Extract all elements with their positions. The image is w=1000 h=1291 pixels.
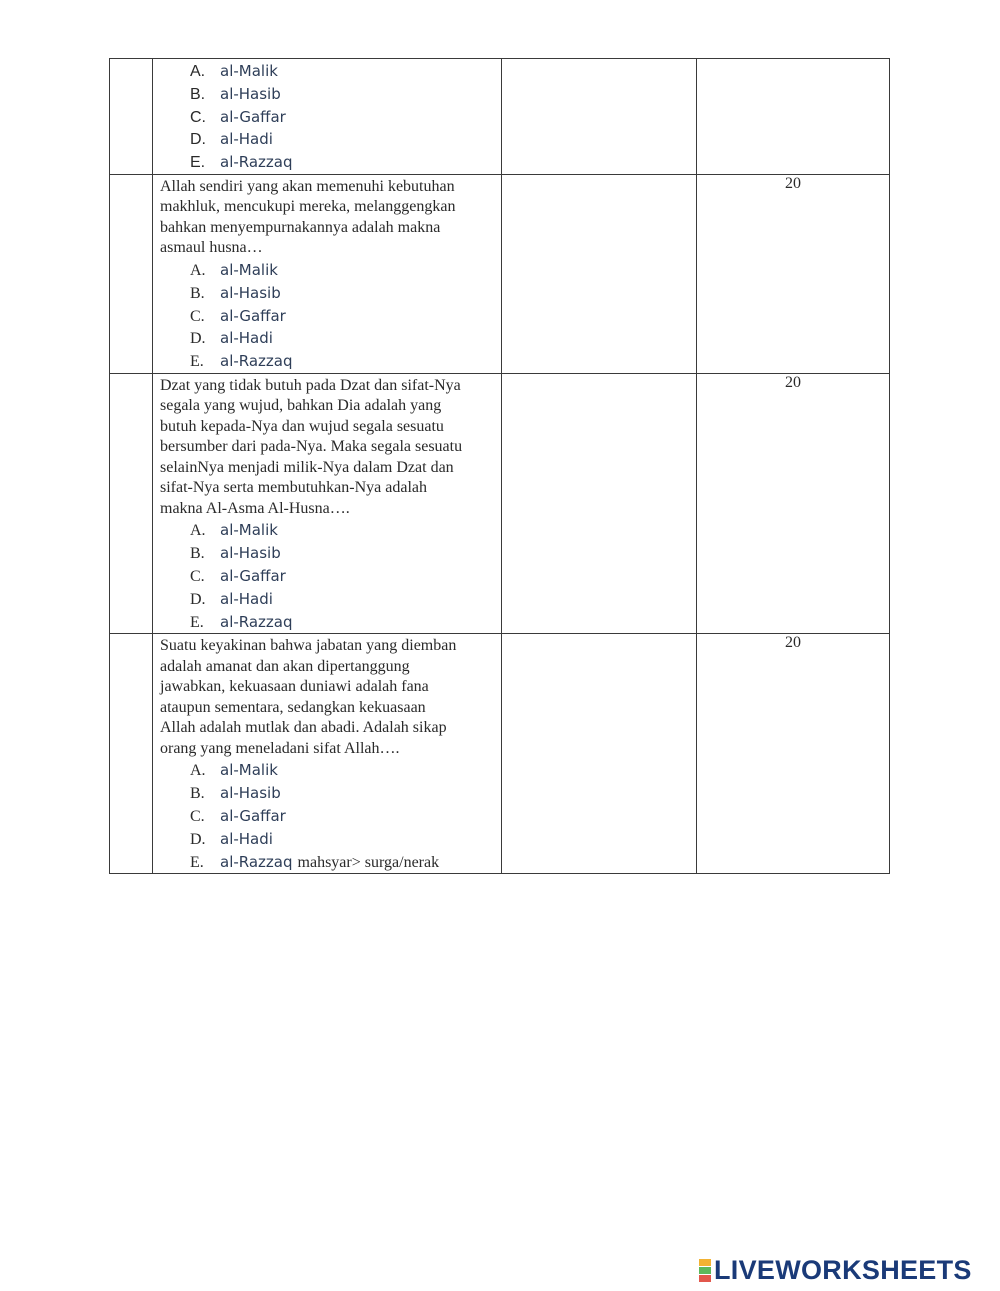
option-text: al-Hadi	[220, 329, 273, 348]
option-item[interactable]	[190, 83, 501, 106]
option-text: al-Gaffar	[220, 567, 286, 586]
question-row	[110, 59, 890, 175]
score-cell	[697, 59, 890, 175]
liveworksheets-logo[interactable]	[699, 1255, 972, 1285]
score-cell: 20	[697, 634, 890, 874]
option-item[interactable]	[190, 542, 501, 565]
option-letter: B.	[190, 545, 205, 563]
score-cell: 20	[697, 373, 890, 633]
option-list	[153, 259, 501, 373]
option-letter: D.	[190, 131, 206, 149]
option-text: al-Hasib	[220, 283, 281, 302]
option-text: al-Gaffar	[220, 807, 286, 826]
option-letter: C.	[190, 108, 206, 126]
question-cell	[153, 59, 502, 175]
question-cell	[153, 634, 502, 874]
option-letter: E.	[190, 853, 204, 871]
answer-cell[interactable]	[502, 59, 697, 175]
option-text: al-Hadi	[220, 130, 273, 149]
option-text: al-Malik	[220, 62, 278, 80]
option-letter: D.	[190, 830, 206, 848]
option-item[interactable]	[190, 327, 501, 350]
option-letter: D.	[190, 590, 206, 608]
answer-cell[interactable]	[502, 373, 697, 633]
option-letter: A.	[190, 522, 206, 540]
option-list	[153, 759, 501, 873]
option-text: al-Gaffar	[220, 306, 286, 325]
question-row	[110, 373, 890, 633]
question-row	[110, 174, 890, 373]
option-item[interactable]	[190, 588, 501, 611]
question-cell	[153, 174, 502, 373]
option-text: al-Razzaq	[220, 153, 293, 172]
option-list	[153, 59, 501, 174]
option-text: al-Malik	[220, 761, 278, 780]
option-letter: E.	[190, 613, 204, 631]
question-row	[110, 634, 890, 874]
option-item[interactable]	[190, 565, 501, 588]
question-text: Suatu keyakinan bahwa jabatan yang diemban adalah amanat dan akan dipertanggung jawabkan, kekuasaan duniawi adalah fana ataupun sementara, sedangkan kekuasaan Allah adalah mutlak dan abadi. Adalah sikap orang yang meneladani sifat Allah….	[160, 637, 457, 757]
option-letter: B.	[190, 85, 206, 103]
number-cell	[110, 634, 153, 874]
option-item[interactable]	[190, 350, 501, 373]
option-letter: C.	[190, 307, 205, 325]
option-item[interactable]	[190, 305, 501, 328]
option-letter: A.	[190, 261, 206, 279]
number-cell	[110, 59, 153, 175]
number-cell	[110, 174, 153, 373]
option-list	[153, 519, 501, 633]
option-item[interactable]	[190, 759, 501, 782]
answer-cell[interactable]	[502, 174, 697, 373]
option-letter: A.	[190, 63, 206, 80]
option-text: al-Hasib	[220, 84, 281, 103]
option-item[interactable]	[190, 128, 501, 151]
logo-text: LIVEWORKSHEETS	[714, 1254, 972, 1285]
option-item[interactable]	[190, 851, 501, 874]
option-item[interactable]	[190, 282, 501, 305]
question-text: Allah sendiri yang akan memenuhi kebutuhan makhluk, mencukupi mereka, melanggengkan bahkan menyempurnakannya adalah makna asmaul husna…	[160, 177, 456, 257]
option-item[interactable]	[190, 259, 501, 282]
option-letter: C.	[190, 808, 205, 826]
option-text: al-Malik	[220, 260, 278, 279]
option-text: al-Razzaq	[220, 352, 293, 371]
option-item[interactable]	[190, 828, 501, 851]
option-item[interactable]	[190, 151, 501, 174]
option-text: al-Hadi	[220, 829, 273, 848]
option-text: al-Hadi	[220, 589, 273, 608]
logo-mark-icon	[699, 1259, 711, 1282]
question-table	[109, 58, 890, 874]
option-item[interactable]	[190, 519, 501, 542]
option-item[interactable]	[190, 805, 501, 828]
option-letter: D.	[190, 330, 206, 348]
option-letter: C.	[190, 568, 205, 586]
option-text: al-Razzaq	[220, 852, 293, 871]
option-letter: E.	[190, 353, 204, 371]
option-letter: E.	[190, 154, 206, 172]
option-letter: A.	[190, 762, 206, 780]
score-cell: 20	[697, 174, 890, 373]
option-text: al-Malik	[220, 521, 278, 540]
question-text: Dzat yang tidak butuh pada Dzat dan sifat-Nya segala yang wujud, bahkan Dia adalah yang butuh kepada-Nya dan wujud segala sesuatu bersumber dari pada-Nya. Maka segala sesuatu selainNya menjadi milik-Nya dalam Dzat dan sifat-Nya serta membutuhkan-Nya adalah makna Al-Asma Al-Husna….	[160, 376, 463, 517]
handwritten-note: mahsyar> surga/nerak	[297, 853, 440, 871]
option-item[interactable]	[190, 782, 501, 805]
option-letter: B.	[190, 284, 205, 302]
question-cell	[153, 373, 502, 633]
option-item[interactable]	[190, 60, 501, 83]
option-item[interactable]	[190, 611, 501, 634]
number-cell	[110, 373, 153, 633]
answer-cell[interactable]	[502, 634, 697, 874]
option-item[interactable]	[190, 106, 501, 129]
option-text: al-Gaffar	[220, 107, 286, 126]
option-text: al-Hasib	[220, 784, 281, 803]
option-letter: B.	[190, 785, 205, 803]
option-text: al-Hasib	[220, 544, 281, 563]
option-text: al-Razzaq	[220, 612, 293, 631]
